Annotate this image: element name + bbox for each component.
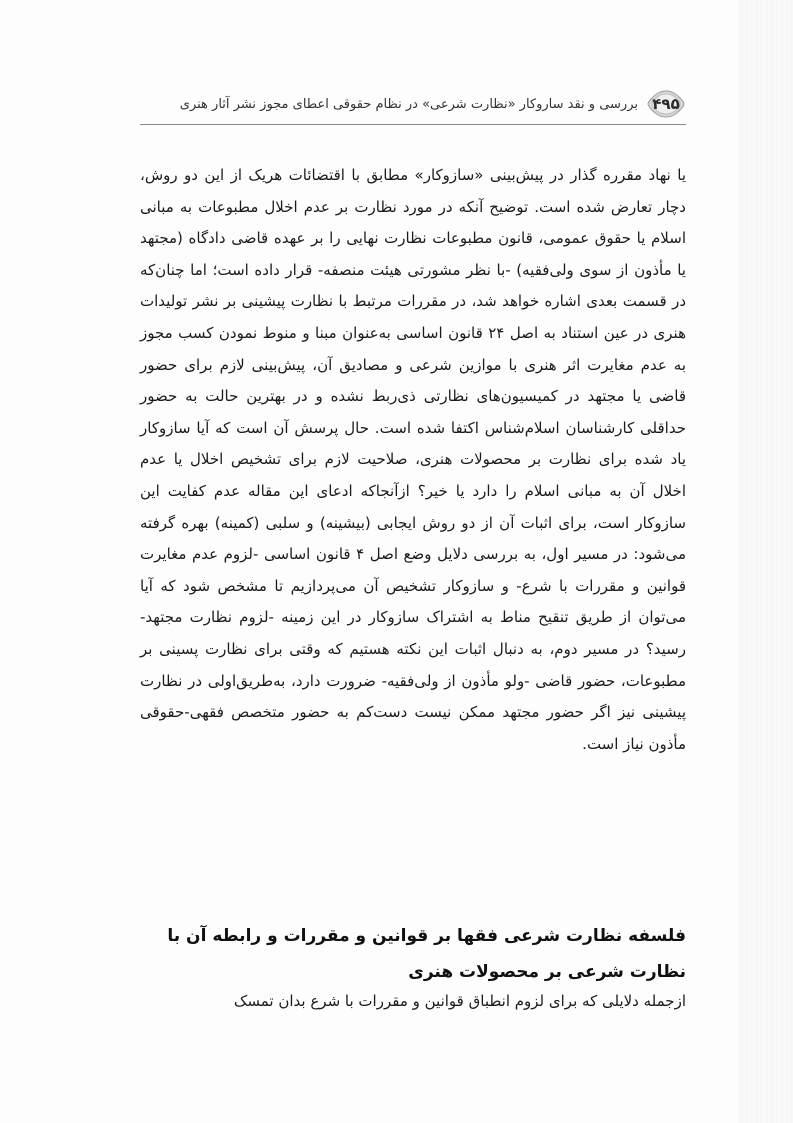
running-header [140,88,686,120]
body-paragraph-1: یا نهاد مقرره گذار در پیش‌بینی «سازوکار» مطابق با اقتضائات هریک از این دو روش، دچار تعارض شده است. توضیح آنکه در مورد نظارت بر عدم اخلال مطبوعات به مبانی اسلام یا حقوق عمومی، قانون مطبوعات نظارت نهایی را بر عهده قاضی دادگاه (مجتهد یا مأذون از سوی ولی‌فقیه) -با نظر مشورتی هیئت منصفه- قرار داده است؛ اما چنان‌که در قسمت بعدی اشاره خواهد شد، در مقررات مرتبط با نظارت پیشینی بر نشر تولیدات هنری در عین استناد به اصل ۲۴ قانون اساسی به‌عنوان مبنا و منوط نمودن کسب مجوز به عدم مغایرت اثر هنری با موازین شرعی و مصادیق آن، پیش‌بینی لازم برای حضور قاضی یا مجتهد در کمیسیون‌های نظارتی ذی‌ربط نشده و در بهترین حالت به حضور حداقلی کارشناسان اسلام‌شناس اکتفا شده است. حال پرسش آن است که آیا سازوکار یاد شده برای نظارت بر محصولات هنری، صلاحیت لازم برای تشخیص اخلال یا عدم اخلال آن به مبانی اسلام را دارد یا خیر؟ ازآنجاکه ادعای این مقاله عدم کفایت این سازوکار است، برای اثبات آن از دو روش ایجابی (بیشینه) و سلبی (کمینه) بهره گرفته می‌شود: در مسیر اول، به بررسی دلایل وضع اصل ۴ قانون اساسی -لزوم عدم مغایرت قوانین و مقررات با شرع- و سازوکار تشخیص آن می‌پردازیم تا مشخص شود که آیا می‌توان از طریق تنقیح مناط به اشتراک سازوکار در این زمینه -لزوم نظارت مجتهد- رسید؟ در مسیر دوم، به دنبال اثبات این نکته هستیم که وقتی برای نظارت پسینی بر مطبوعات، حضور قاضی -ولو مأذون از ولی‌فقیه- ضرورت دارد، به‌طریق‌اولی در نظارت پیشینی نیز اگر حضور مجتهد ممکن نیست دست‌کم به حضور متخصص فقهی-حقوقی مأذون نیاز است. [140,166,686,753]
page-number-badge [646,89,686,119]
body-paragraph-2: ازجمله دلایلی که برای لزوم انطباق قوانین و مقررات با شرع بدان تمسک [233,992,686,1010]
section-heading: فلسفه نظارت شرعی فقها بر قوانین و مقررات و رابطه آن با نظارت شرعی بر محصولات هنری [167,926,686,982]
page-number: ۴۹۵ [652,95,680,113]
running-header-title: بررسی و نقد ساروکار «نظارت شرعی» در نظام حقوقی اعطای مجوز نشر آثار هنری [179,96,638,112]
header-divider [140,124,686,125]
scan-edge-texture [738,0,793,1123]
